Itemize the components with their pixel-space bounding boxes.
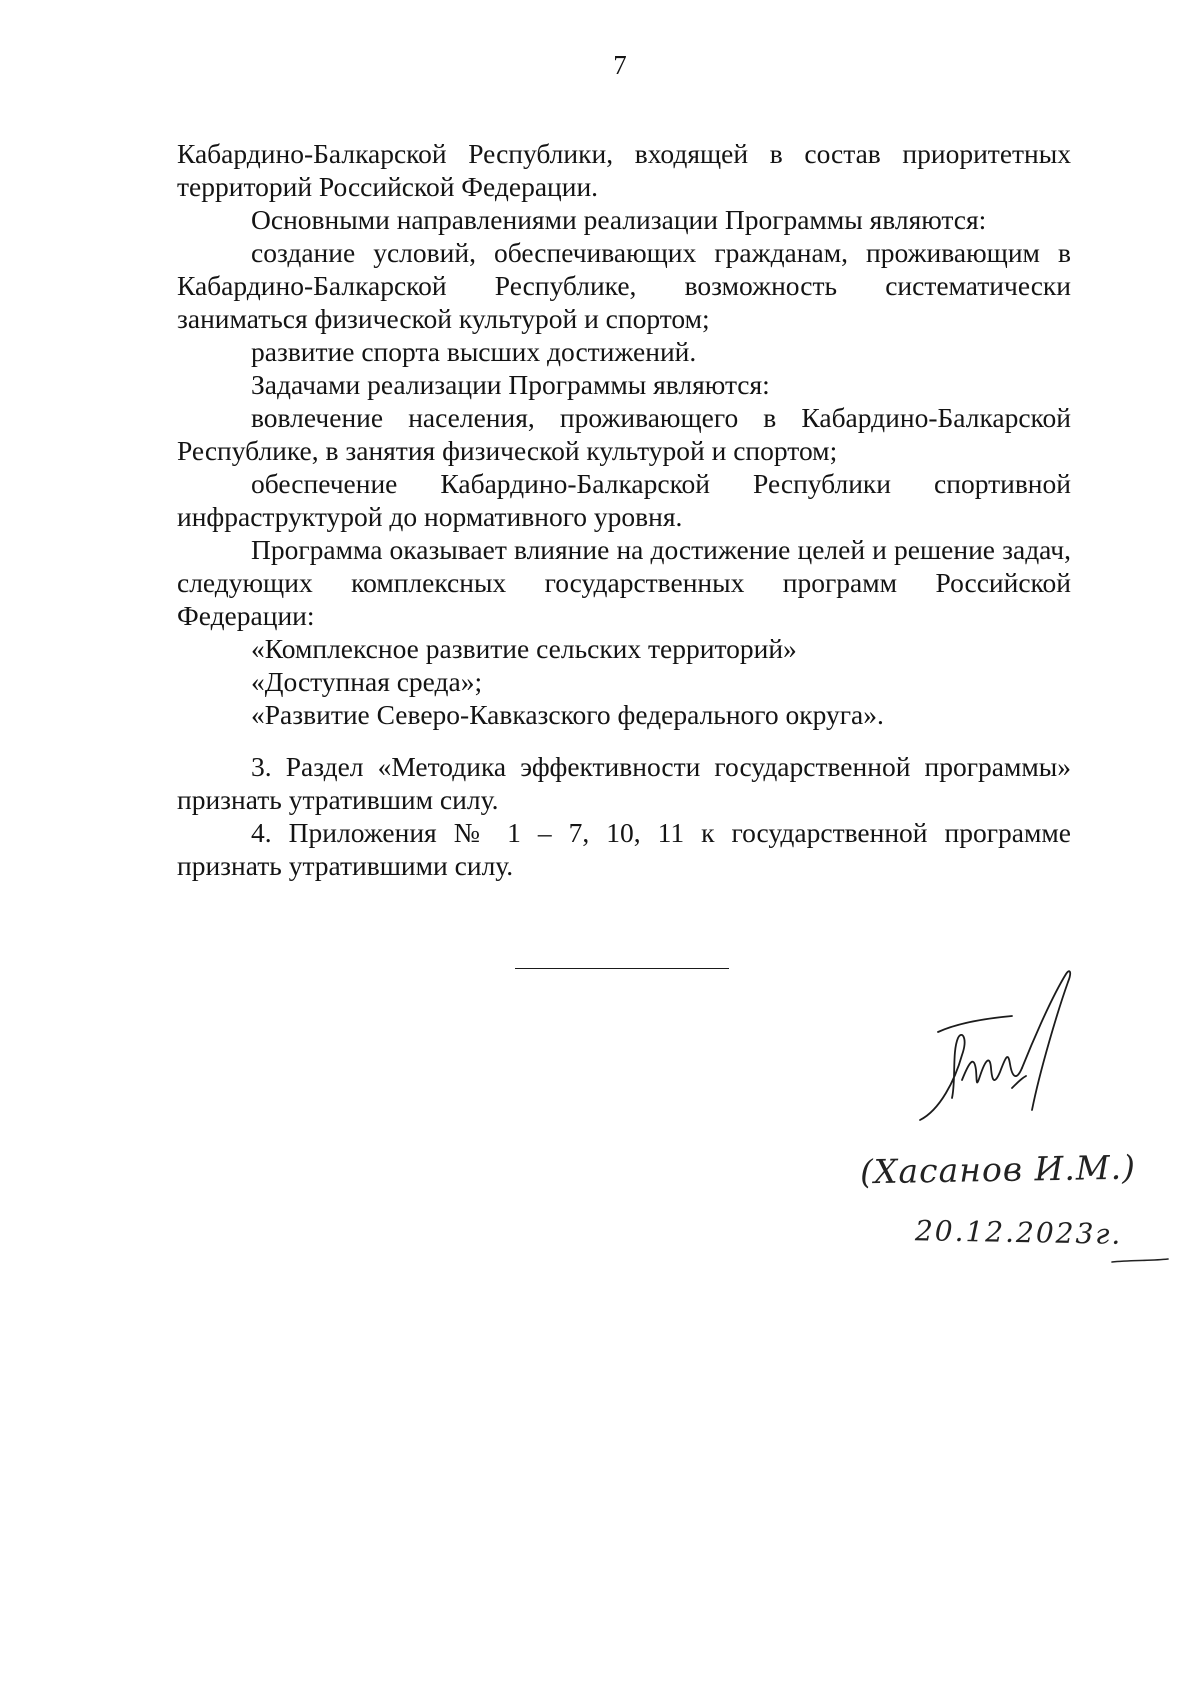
paragraph: «Доступная среда»; xyxy=(251,666,483,697)
separator-line xyxy=(515,968,729,969)
page-number: 7 xyxy=(613,50,627,80)
paragraph: создание условий, обеспечивающих гражданам, проживающим в Кабардино-Балкарской Республике, возможность систематически заниматься физической культурой и спортом; xyxy=(177,237,1071,334)
paragraph: обеспечение Кабардино-Балкарской Республики спортивной инфраструктурой до нормативного уровня. xyxy=(177,468,1071,532)
paragraph: Основными направлениями реализации Программы являются: xyxy=(251,204,987,235)
paragraph: Задачами реализации Программы являются: xyxy=(251,369,770,400)
paragraph: вовлечение населения, проживающего в Кабардино-Балкарской Республике, в занятия физической культурой и спортом; xyxy=(177,402,1071,466)
paragraph: «Комплексное развитие сельских территорий» xyxy=(251,633,797,664)
paragraph: «Развитие Северо-Кавказского федерального округа». xyxy=(251,699,884,730)
paragraph: Кабардино-Балкарской Республики, входящей в состав приоритетных территорий Российской Федерации. xyxy=(177,138,1071,202)
handwritten-name: (Хасанов И.М.) xyxy=(859,1147,1137,1192)
paragraph: 3. Раздел «Методика эффективности государственной программы» признать утратившим силу. xyxy=(177,751,1071,815)
paragraph: Программа оказывает влияние на достижение целей и решение задач, следующих комплексных государственных программ Российской Федерации: xyxy=(177,534,1071,631)
document-body xyxy=(177,137,1071,882)
handwritten-underline xyxy=(1110,1256,1170,1266)
paragraph: 4. Приложения № 1 – 7, 10, 11 к государственной программе признать утратившими силу. xyxy=(177,817,1071,881)
handwritten-note xyxy=(860,1140,1190,1290)
paragraph: развитие спорта высших достижений. xyxy=(251,336,697,367)
handwritten-date: 20.12.2023г. xyxy=(914,1214,1123,1251)
handwritten-signature xyxy=(900,960,1140,1150)
